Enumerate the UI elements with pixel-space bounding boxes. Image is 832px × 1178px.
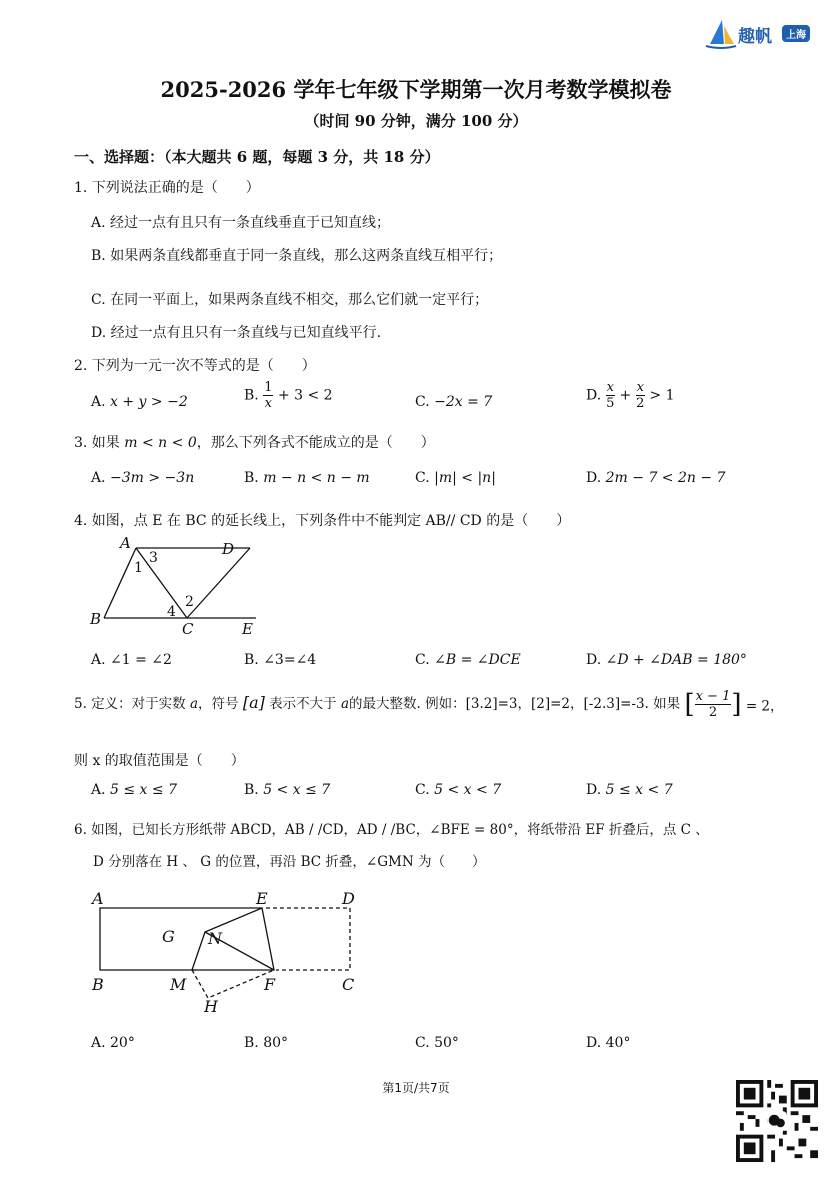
option-label: C. — [415, 782, 430, 798]
option-expression: ∠1 = ∠2 — [110, 652, 172, 668]
fig6-label-a: A — [92, 889, 104, 908]
page-title: 2025-2026 学年七年级下学期第一次月考数学模拟卷 — [160, 77, 672, 102]
qr-code-icon — [736, 1080, 818, 1162]
question-4-option-c — [415, 652, 521, 668]
option-label: B. — [244, 652, 259, 668]
fig6-label-f: F — [264, 975, 276, 994]
fraction-numerator: x − 1 — [695, 689, 731, 704]
fig4-angle-1: 1 — [134, 560, 143, 576]
fig6-label-c: C — [342, 975, 355, 994]
fig6-label-g: G — [162, 927, 175, 946]
question-1-option-b: B. 如果两条直线都垂直于同一条直线，那么这两条直线互相平行； — [91, 248, 503, 264]
option-expression: 2m − 7 < 2n − 7 — [605, 470, 726, 486]
fraction-denominator: 2 — [636, 396, 645, 411]
option-expression: 5 ≤ x ≤ 7 — [110, 782, 177, 798]
stem-math: a — [189, 696, 199, 712]
option-expression: −2x = 7 — [434, 394, 493, 410]
option-label: A. — [91, 652, 106, 668]
question-5-stem — [74, 689, 784, 720]
fraction — [606, 380, 615, 411]
fig6-label-m: M — [170, 975, 187, 994]
option-label: D. — [586, 470, 602, 486]
question-1-option-d: D. 经过一点有且只有一条直线与已知直线平行. — [91, 325, 382, 341]
question-2-stem: 2. 下列为一元一次不等式的是（ ） — [74, 358, 316, 374]
question-6-option-b: B. 80° — [244, 1035, 289, 1051]
fig4-label-b: B — [90, 610, 102, 628]
fraction — [695, 689, 732, 720]
option-label: C. — [415, 470, 430, 486]
fraction — [263, 380, 273, 411]
question-6-line2: D 分别落在 H 、 G 的位置，再沿 BC 折叠，∠GMN 为（ ） — [93, 854, 486, 870]
question-6-option-c: C. 50° — [415, 1035, 459, 1051]
option-expression: ∠3=∠4 — [263, 652, 317, 668]
sail-icon — [704, 16, 738, 50]
option-label: A. — [91, 782, 106, 798]
question-6-line1: 6. 如图，已知长方形纸带 ABCD，AB / /CD，AD / /BC，∠BFE = 80°，将纸带沿 EF 折叠后，点 C 、 — [74, 822, 709, 838]
question-2-option-c — [415, 394, 492, 410]
option-label: B. — [244, 470, 259, 486]
section-heading: 一、选择题：（本大题共 6 题，每题 3 分，共 18 分） — [74, 148, 440, 166]
fig4-label-a: A — [120, 534, 131, 552]
fraction-denominator: 2 — [708, 705, 718, 720]
option-label: A. — [91, 470, 106, 486]
option-expression: 5 < x ≤ 7 — [263, 782, 331, 798]
question-3-option-d — [586, 470, 725, 486]
fig6-label-b: B — [92, 975, 104, 994]
fraction-numerator: x — [636, 380, 644, 395]
question-1-option-c: C. 在同一平面上，如果两条直线不相交，那么它们就一定平行； — [91, 292, 489, 308]
stem-text: 3. 如果 — [74, 435, 120, 451]
question-5-option-a — [91, 782, 177, 798]
fig4-label-e: E — [242, 620, 253, 638]
question-3-option-a — [91, 470, 194, 486]
brand-logo — [704, 16, 816, 50]
fig6-label-n: N — [208, 929, 222, 948]
option-label: C. — [415, 652, 430, 668]
option-label: D. — [586, 782, 602, 798]
question-5-option-b — [244, 782, 330, 798]
bracket-right: ] — [731, 689, 742, 720]
question-3-option-c — [415, 470, 496, 486]
option-label: D. — [586, 652, 602, 668]
question-6-option-d: D. 40° — [586, 1035, 631, 1051]
option-label: C. — [415, 394, 430, 410]
option-expression: > 1 — [649, 387, 675, 404]
option-expression: + 3 < 2 — [277, 387, 333, 404]
stem-text: 的最大整数. 例如：[3.2]=3，[2]=2，[-2.3]=-3. 如果 — [349, 696, 681, 712]
question-3-stem — [74, 432, 435, 452]
question-6-figure — [86, 884, 376, 1020]
option-expression: −3m > −3n — [110, 470, 195, 486]
option-expression: 5 < x < 7 — [434, 782, 502, 798]
question-4-option-b — [244, 652, 316, 668]
question-2-option-a — [91, 394, 188, 410]
question-3-option-b — [244, 470, 370, 486]
option-label: D. — [586, 387, 602, 404]
option-expression: ∠B = ∠DCE — [434, 652, 521, 668]
question-4-option-a — [91, 652, 172, 668]
stem-math: a — [340, 696, 350, 712]
option-expression: |m| < |n| — [434, 470, 496, 486]
fraction-numerator: 1 — [264, 380, 273, 395]
stem-text: 5. 定义：对于实数 — [74, 696, 186, 712]
page-subtitle: （时间 90 分钟，满分 100 分） — [304, 112, 528, 130]
option-label: A. — [91, 394, 106, 410]
fig4-label-c: C — [182, 620, 194, 638]
fraction-denominator: 5 — [606, 396, 615, 411]
question-2-option-b — [244, 380, 333, 411]
question-1-stem: 1. 下列说法正确的是（ ） — [74, 180, 260, 196]
stem-math: [a] — [242, 693, 265, 712]
question-5-option-c — [415, 782, 501, 798]
stem-text: 表示不大于 — [269, 696, 337, 712]
fraction — [636, 380, 645, 411]
option-expression: 5 ≤ x < 7 — [605, 782, 673, 798]
question-6-option-a: A. 20° — [91, 1035, 135, 1051]
question-4-option-d — [586, 652, 747, 668]
fraction-numerator: x — [606, 380, 614, 395]
stem-math: m < n < 0 — [124, 435, 197, 451]
option-expression: ∠D + ∠DAB = 180° — [605, 652, 747, 668]
fig6-label-e: E — [256, 889, 268, 908]
fig4-angle-3: 3 — [149, 550, 158, 566]
option-expression: x + y > −2 — [110, 394, 188, 410]
question-5-line2: 则 x 的取值范围是（ ） — [74, 753, 245, 769]
brand-name: 趣帆 — [738, 27, 772, 47]
fig4-angle-4: 4 — [167, 604, 176, 620]
question-4-figure — [86, 534, 266, 642]
fig6-label-d: D — [342, 889, 355, 908]
fraction-denominator: x — [264, 396, 273, 411]
question-4-stem: 4. 如图，点 E 在 BC 的延长线上，下列条件中不能判定 AB// CD 的是（ ） — [74, 513, 571, 529]
stem-text: = 2， — [745, 698, 784, 715]
fig6-label-h: H — [204, 997, 218, 1016]
question-1-option-a: A. 经过一点有且只有一条直线垂直于已知直线； — [91, 215, 391, 231]
question-5-option-d — [586, 782, 673, 798]
fig4-angle-2: 2 — [185, 594, 194, 610]
fig4-label-d: D — [222, 540, 235, 558]
page-footer: 第1页/共7页 — [382, 1081, 450, 1095]
option-label: B. — [244, 782, 259, 798]
stem-text: ，符号 — [198, 696, 239, 712]
brand-badge: 上海 — [782, 25, 810, 42]
option-label: B. — [244, 387, 259, 404]
option-expression: m − n < n − m — [263, 470, 370, 486]
stem-text: ，那么下列各式不能成立的是（ ） — [196, 435, 435, 451]
plus-sign: + — [619, 387, 632, 404]
question-2-option-d — [586, 380, 675, 411]
bracket-left: [ — [684, 689, 695, 720]
